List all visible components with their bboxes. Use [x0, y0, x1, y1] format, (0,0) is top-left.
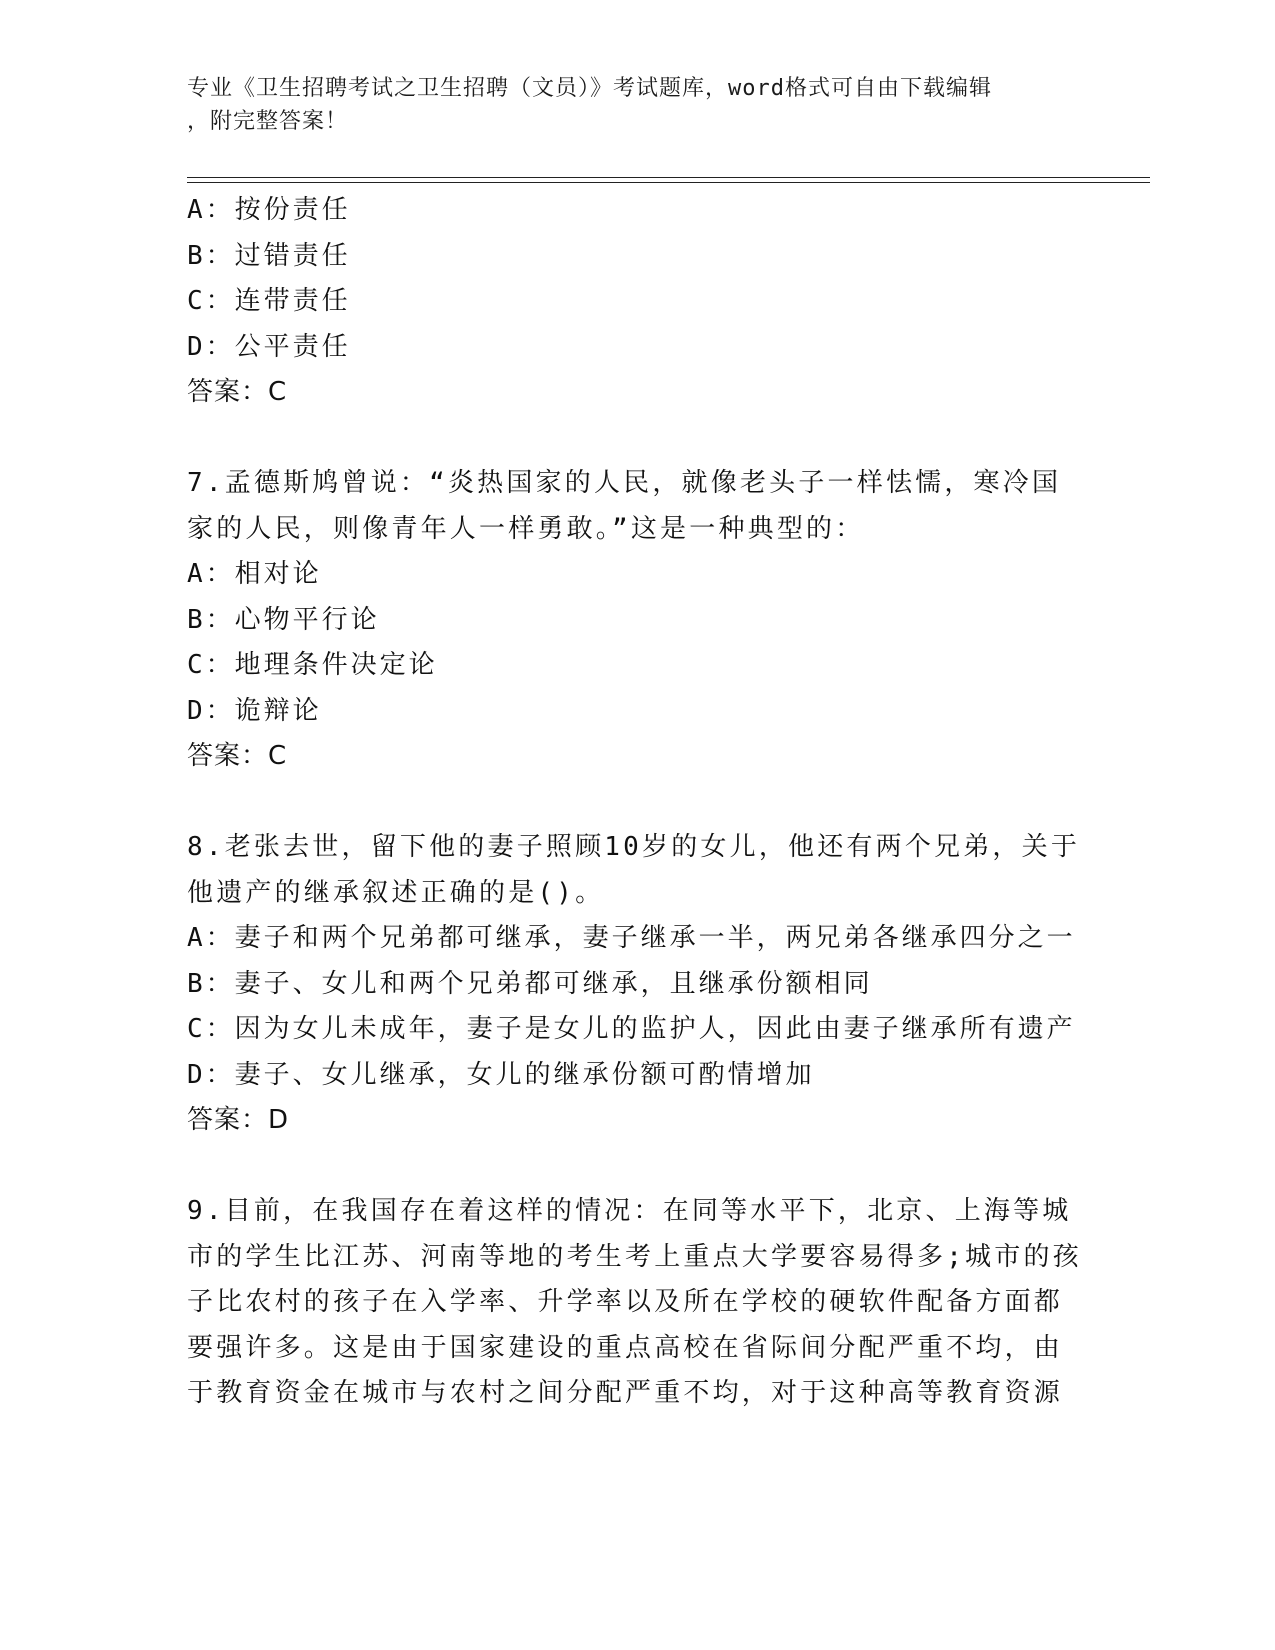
- question-7: [187, 461, 1087, 780]
- page-header: [187, 72, 1067, 138]
- question-stem-line: 于教育资金在城市与农村之间分配严重不均，对于这种高等教育资源: [187, 1378, 1064, 1408]
- option-d: D：诡辩论: [187, 695, 322, 726]
- option-b: B：心物平行论: [187, 604, 380, 635]
- option-d: D：公平责任: [187, 331, 351, 362]
- spacer: [187, 780, 1087, 826]
- spacer: [187, 416, 1087, 462]
- question-stem-line: 市的学生比江苏、河南等地的考生考上重点大学要容易得多;城市的孩: [187, 1241, 1082, 1272]
- option-c: C：因为女儿未成年，妻子是女儿的监护人，因此由妻子继承所有遗产: [187, 1014, 1076, 1044]
- question-stem-line: 9.目前，在我国存在着这样的情况：在同等水平下，北京、上海等城: [187, 1196, 1072, 1226]
- header-line-2: ，附完整答案！: [187, 109, 349, 134]
- header-rule-bottom: [187, 182, 1150, 183]
- header-rule-top: [187, 177, 1150, 178]
- question-stem-line: 要强许多。这是由于国家建设的重点高校在省际间分配严重不均，由: [187, 1332, 1064, 1363]
- spacer: [187, 1144, 1087, 1190]
- question-8: [187, 825, 1087, 1144]
- question-stem-line: 8.老张去世，留下他的妻子照顾10岁的女儿，他还有两个兄弟，关于: [187, 832, 1081, 862]
- answer: 答案：D: [187, 1105, 290, 1135]
- option-a: A：按份责任: [187, 195, 351, 225]
- answer: 答案：C: [187, 377, 288, 407]
- option-a: A：妻子和两个兄弟都可继承，妻子继承一半，两兄弟各继承四分之一: [187, 923, 1076, 953]
- option-c: C：地理条件决定论: [187, 650, 438, 680]
- question-stem-line: 他遗产的继承叙述正确的是()。: [187, 877, 605, 908]
- question-content: [187, 188, 1087, 1417]
- option-b: B：过错责任: [187, 240, 351, 271]
- question-stem-line: 7.孟德斯鸠曾说：“炎热国家的人民，就像老头子一样怯懦，寒冷国: [187, 468, 1062, 498]
- question-stem-line: 家的人民，则像青年人一样勇敢。”这是一种典型的：: [187, 513, 865, 544]
- header-line-1: 专业《卫生招聘考试之卫生招聘（文员）》考试题库，word格式可自由下载编辑: [187, 76, 992, 101]
- option-d: D：妻子、女儿继承，女儿的继承份额可酌情增加: [187, 1059, 815, 1090]
- question-6: [187, 188, 1087, 416]
- option-b: B：妻子、女儿和两个兄弟都可继承，且继承份额相同: [187, 968, 873, 999]
- option-a: A：相对论: [187, 559, 322, 589]
- answer: 答案：C: [187, 741, 288, 771]
- question-stem-line: 子比农村的孩子在入学率、升学率以及所在学校的硬软件配备方面都: [187, 1287, 1064, 1317]
- question-9: [187, 1189, 1087, 1417]
- option-c: C：连带责任: [187, 286, 351, 316]
